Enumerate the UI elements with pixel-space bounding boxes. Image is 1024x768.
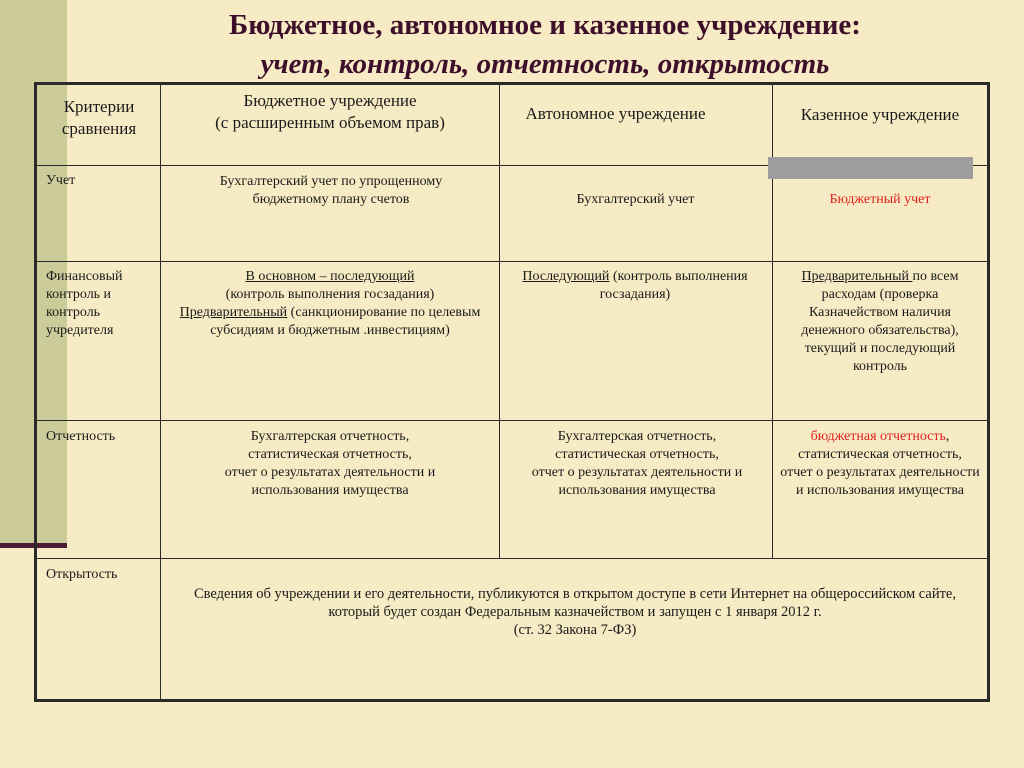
openness-text: Сведения об учреждении и его деятельности, публикуются в открытом доступе в сети Интернет на общероссийском сайте, который будет создан Федеральным казначейством и запущен с 1 января 2012 г. (193, 586, 956, 620)
header-budget-line-1: Бюджетное учреждение (243, 91, 417, 110)
control-budget-underlined-1: В основном – последующий (245, 269, 415, 284)
cell-accounting-autonomous: Бухгалтерский учет (576, 192, 695, 207)
row-label-openness: Открытость (46, 567, 118, 582)
cell-accounting-budget: Бухгалтерский учет по упрощенному бюджетному плану счетов (219, 174, 443, 207)
table-row-divider (37, 558, 987, 559)
header-criteria: Критерии сравнения (61, 97, 137, 138)
control-autonomous-text: (контроль выполнения госзадания) (599, 269, 748, 302)
header-budget-line-2: (с расширенным объемом прав) (215, 113, 445, 132)
table-row-divider (37, 420, 987, 421)
title-line-2: учет, контроль, отчетность, открытость (260, 48, 830, 80)
cell-reporting-autonomous: Бухгалтерская отчетность, статистическая отчетность, отчет о результатах деятельности и использования имущества (531, 429, 743, 498)
control-state-underlined: Предварительный (801, 269, 913, 284)
openness-law-reference: (ст. 32 Закона 7-ФЗ) (513, 622, 637, 638)
control-autonomous-underlined: Последующий (522, 269, 610, 284)
row-label-reporting: Отчетность (46, 429, 116, 444)
cell-openness (190, 585, 960, 639)
reporting-state-highlight: бюджетная отчетность (810, 429, 946, 444)
table-row-divider (37, 261, 987, 262)
row-label-accounting: Учет (46, 173, 76, 188)
header-state: Казенное учреждение (800, 105, 960, 124)
control-budget-text-2: (санкционирование по целевым субсидиям и бюджетным .инвестициям) (210, 305, 481, 338)
cell-accounting-state: Бюджетный учет (829, 192, 931, 207)
table-column-divider (772, 85, 773, 558)
decorative-gray-bar (768, 157, 973, 179)
table-column-divider (160, 85, 161, 699)
cell-control-autonomous (520, 268, 750, 304)
header-budget (164, 90, 496, 134)
table-column-divider (499, 85, 500, 558)
control-budget-text-1: (контроль выполнения госзадания) (225, 287, 435, 302)
cell-reporting-budget: Бухгалтерская отчетность, статистическая отчетность, отчет о результатах деятельности и использования имущества (224, 429, 436, 498)
cell-control-state (779, 268, 981, 376)
reporting-state-text: , статистическая отчетность, отчет о результатах деятельности и использования имущества (780, 429, 980, 498)
control-state-text: по всем расходам (проверка Казначейством наличия денежного обязательства), текущий и последующий контроль (801, 269, 959, 374)
row-label-control: Финансовый контроль и контроль учредителя (46, 269, 123, 338)
cell-reporting-state (779, 428, 981, 500)
cell-control-budget (170, 268, 490, 340)
title-line-1: Бюджетное, автономное и казенное учреждение: (229, 9, 861, 41)
control-budget-underlined-2: Предварительный (179, 305, 288, 320)
page-title (0, 8, 1024, 81)
header-autonomous: Автономное учреждение (525, 104, 706, 123)
